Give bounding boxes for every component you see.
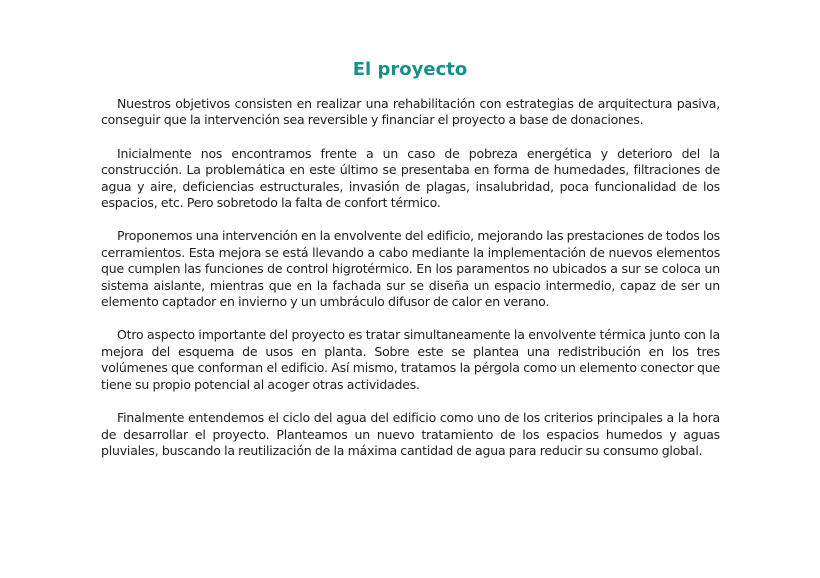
paragraph-floor-plan: Otro aspecto importante del proyecto es tratar simultaneamente la envolvente térmica junto con la mejora del esquema de usos en planta. Sobre este se plantea una redistribución en los tres volúmenes que conforman el edificio. Así mismo, tratamos la pérgola como un elemento conector que tiene su propio potencial al acoger otras actividades. xyxy=(101,327,720,392)
paragraph-water-cycle: Finalmente entendemos el ciclo del agua del edificio como uno de los criterios principales a la hora de desarrollar el proyecto. Planteamos un nuevo tratamiento de los espacios humedos y aguas pluviales, buscando la reutilización de la máxima cantidad de agua para reducir su consumo global. xyxy=(101,410,720,458)
paragraph-objectives: Nuestros objetivos consisten en realizar una rehabilitación con estrategias de arquitectura pasiva, conseguir que la intervención sea reversible y financiar el proyecto a base de donaciones. xyxy=(101,96,720,128)
page-title: El proyecto xyxy=(352,59,468,80)
document-body xyxy=(101,96,720,476)
paragraph-initial-state: Inicialmente nos encontramos frente a un caso de pobreza energética y deterioro del la construcción. La problemática en este último se presentaba en forma de humedades, filtraciones de agua y aire, deficiencias estructurales, invasión de plagas, insalubridad, poca funcionalidad de los espacios, etc. Pero sobretodo la falta de confort térmico. xyxy=(101,145,720,211)
paragraph-envelope-intervention: Proponemos una intervención en la envolvente del edificio, mejorando las prestaciones de todos los cerramientos. Esta mejora se está llevando a cabo mediante la implementación de nuevos elementos que cumplen las funciones de control higrotérmico. En los paramentos no ubicados a sur se coloca un sistema aislante, mientras que en la fachada sur se diseña un espacio intermedio, capaz de ser un elemento captador en invierno y un umbráculo difusor de calor en verano. xyxy=(101,228,720,310)
